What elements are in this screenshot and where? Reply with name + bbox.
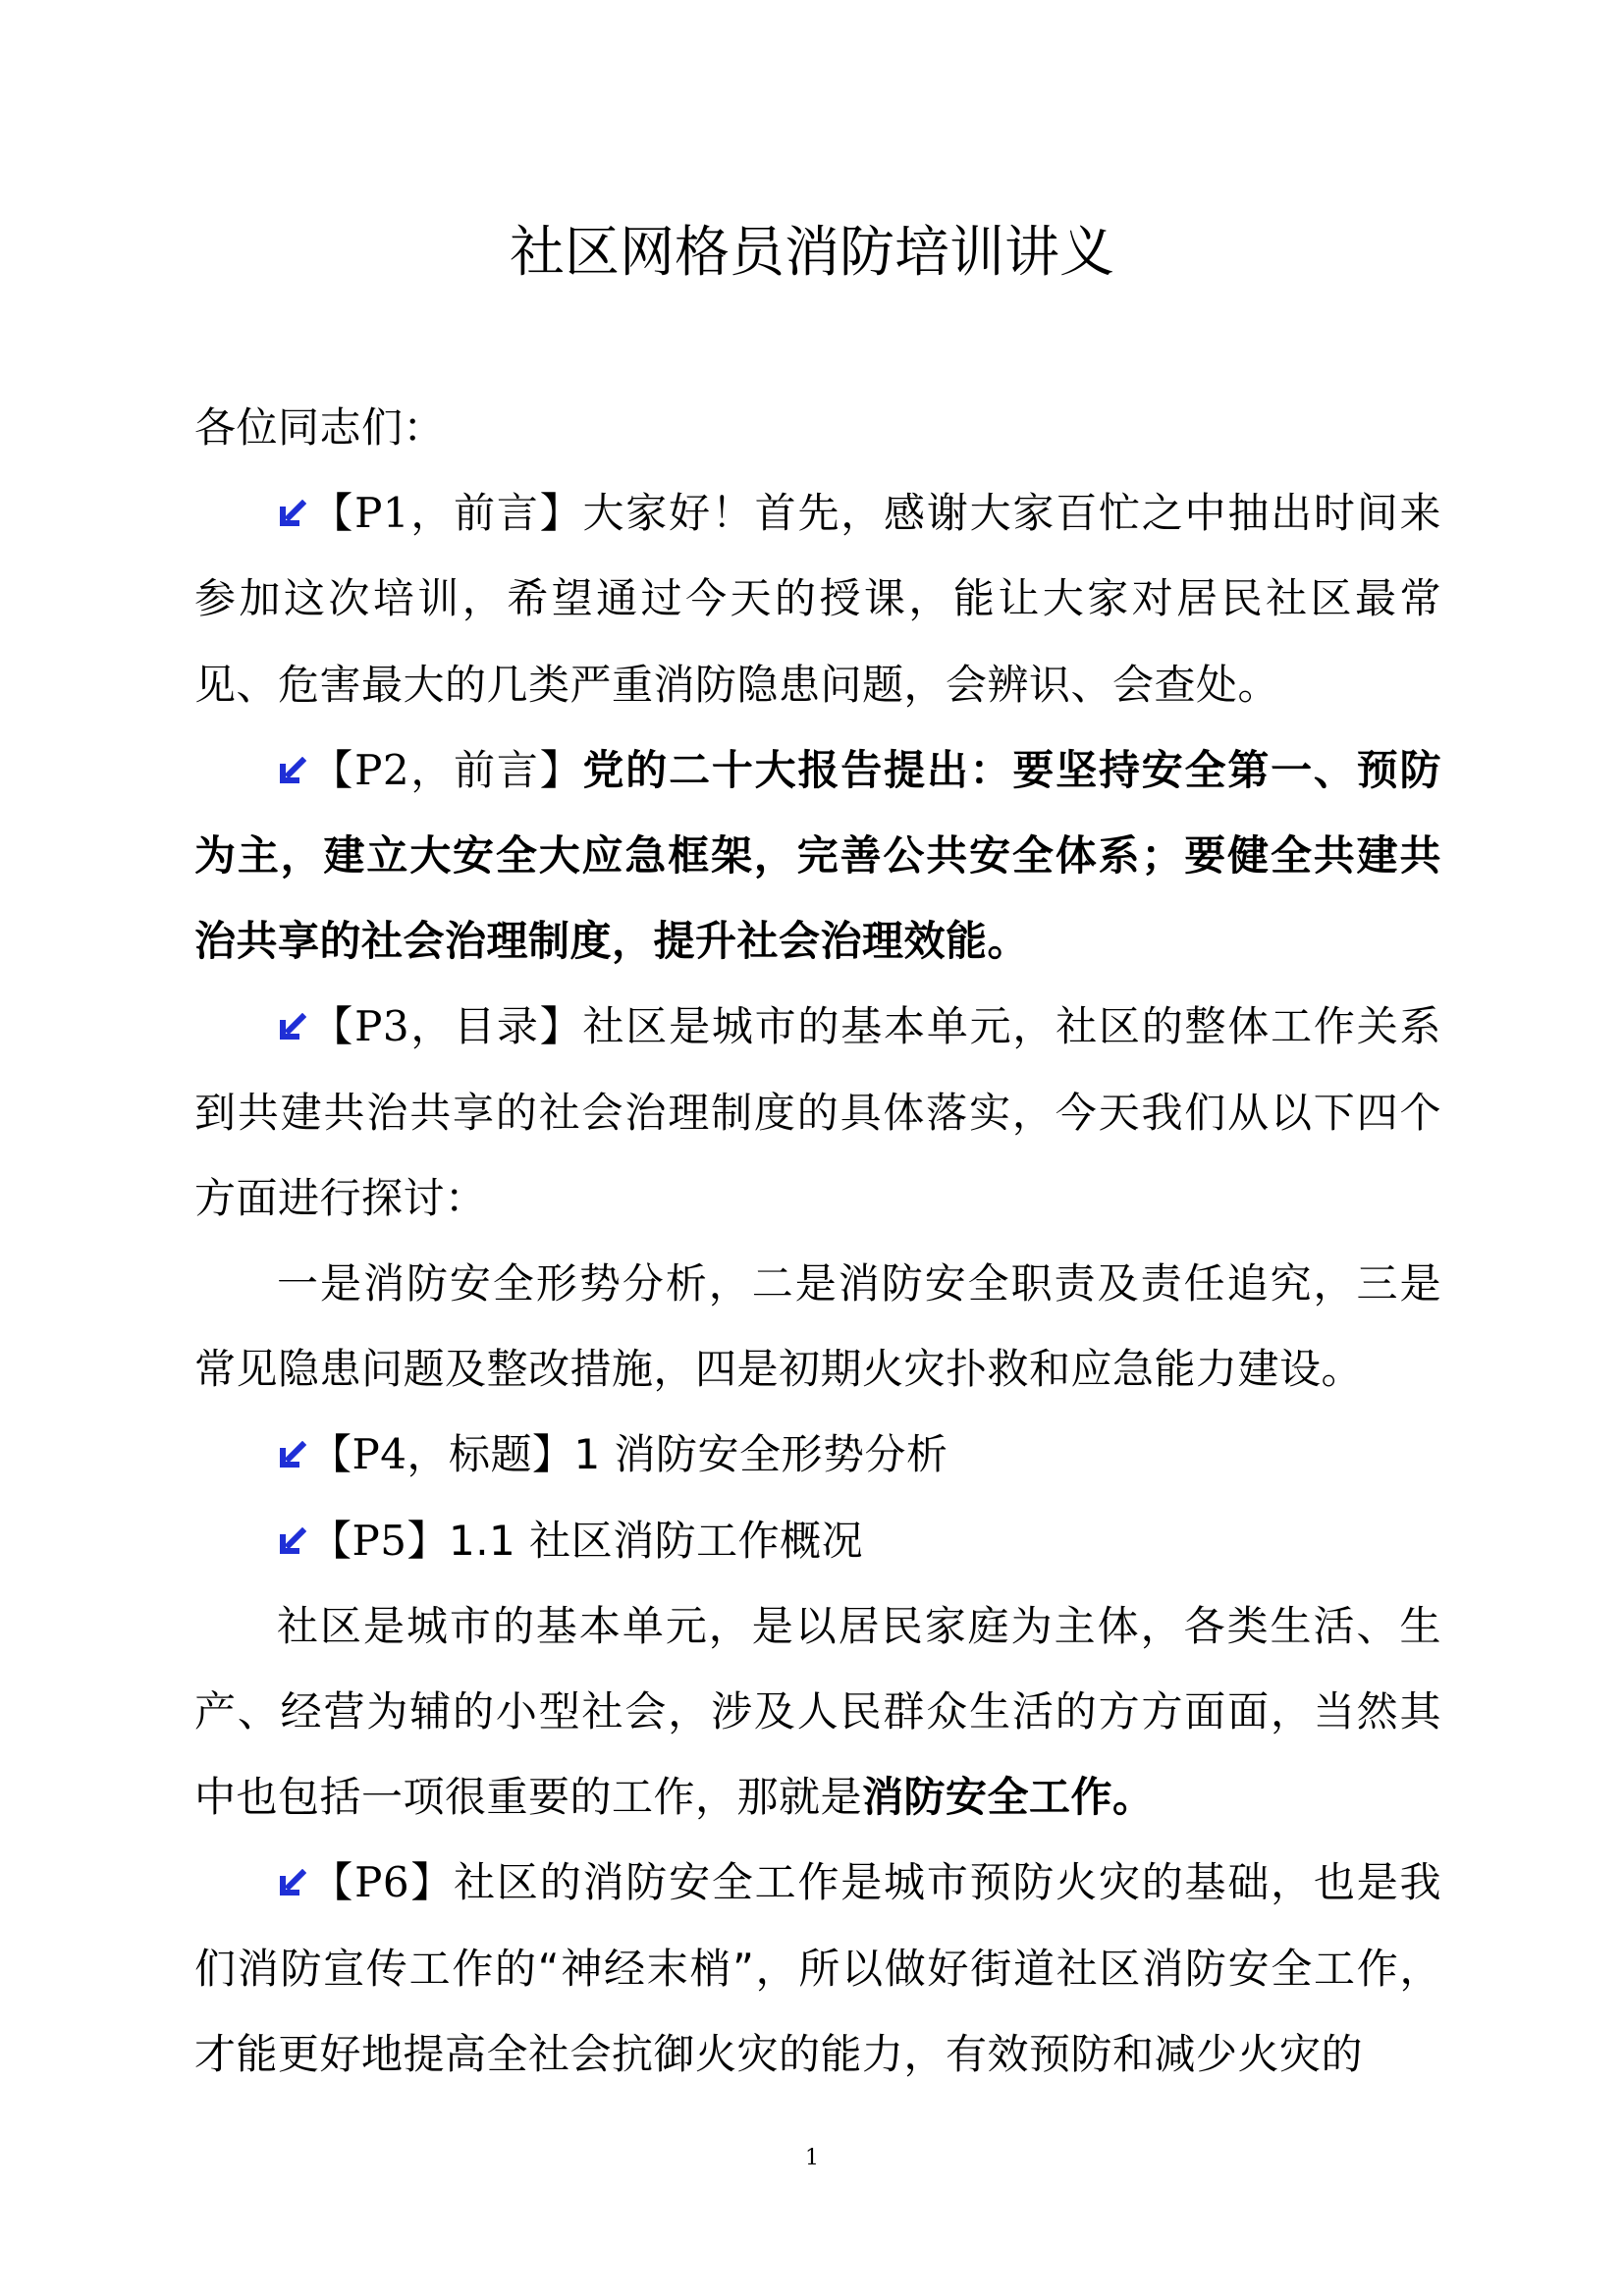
slide-tag: 【P1，前言】 bbox=[310, 489, 583, 538]
slide-tag: 【P2，前言】 bbox=[310, 745, 583, 794]
paragraph-p3 bbox=[194, 984, 1441, 1241]
blue-down-left-arrow-icon bbox=[277, 757, 306, 786]
paragraph-p6 bbox=[194, 1840, 1441, 2097]
paragraph-p2 bbox=[194, 727, 1441, 985]
paragraph-community bbox=[194, 1583, 1441, 1841]
blue-down-left-arrow-icon bbox=[277, 1527, 306, 1557]
blue-down-left-arrow-icon bbox=[277, 500, 306, 529]
subsection-heading: 1.1 社区消防工作概况 bbox=[448, 1516, 864, 1565]
section-heading: 1 消防安全形势分析 bbox=[573, 1430, 948, 1479]
blue-down-left-arrow-icon bbox=[277, 1013, 306, 1042]
blue-down-left-arrow-icon bbox=[277, 1441, 306, 1470]
paragraph-emphasis: 消防安全工作。 bbox=[862, 1773, 1155, 1822]
slide-tag: 【P6】 bbox=[310, 1858, 455, 1907]
greeting-paragraph bbox=[194, 385, 1441, 470]
paragraph-text: 社区的消防安全工作是城市预防火灾的基础，也是我们消防宣传工作的“神经末梢”，所以做好街道社区消防安全工作，才能更好地提高全社会抗御火灾的能力，有效预防和减少火灾的 bbox=[194, 1858, 1441, 2078]
paragraph-p4 bbox=[194, 1412, 1441, 1497]
paragraph-text: 大家好！首先，感谢大家百忙之中抽出时间来参加这次培训，希望通过今天的授课，能让大家对居民社区最常见、危害最大的几类严重消防隐患问题，会辨识、会查处。 bbox=[194, 489, 1441, 709]
paragraph-p1 bbox=[194, 470, 1441, 727]
document-title: 社区网格员消防培训讲义 bbox=[510, 221, 1114, 285]
paragraph-p5 bbox=[194, 1498, 1441, 1583]
slide-tag: 【P4，标题】 bbox=[310, 1430, 574, 1479]
page-number: 1 bbox=[805, 2146, 819, 2170]
paragraph-text: 社区是城市的基本单元，社区的整体工作关系到共建共治共享的社会治理制度的具体落实，今天我们从以下四个方面进行探讨： bbox=[194, 1002, 1441, 1222]
paragraph-text: 一是消防安全形势分析，二是消防安全职责及责任追究，三是常见隐患问题及整改措施，四是初期火灾扑救和应急能力建设。 bbox=[194, 1259, 1441, 1394]
slide-tag: 【P5】 bbox=[310, 1516, 449, 1565]
blue-down-left-arrow-icon bbox=[277, 1869, 306, 1898]
paragraph-outline bbox=[194, 1241, 1441, 1412]
slide-tag: 【P3，目录】 bbox=[310, 1002, 583, 1051]
paragraph-text: 社区是城市的基本单元，是以居民家庭为主体，各类生活、生产、经营为辅的小型社会，涉及人民群众生活的方方面面，当然其中也包括一项很重要的工作，那就是 bbox=[194, 1601, 1441, 1822]
document-body bbox=[194, 385, 1441, 2097]
paragraph-text: 党的二十大报告提出：要坚持安全第一、预防为主，建立大安全大应急框架，完善公共安全体系；要健全共建共治共享的社会治理制度，提升社会治理效能。 bbox=[194, 745, 1441, 966]
greeting-text: 各位同志们： bbox=[194, 403, 446, 452]
